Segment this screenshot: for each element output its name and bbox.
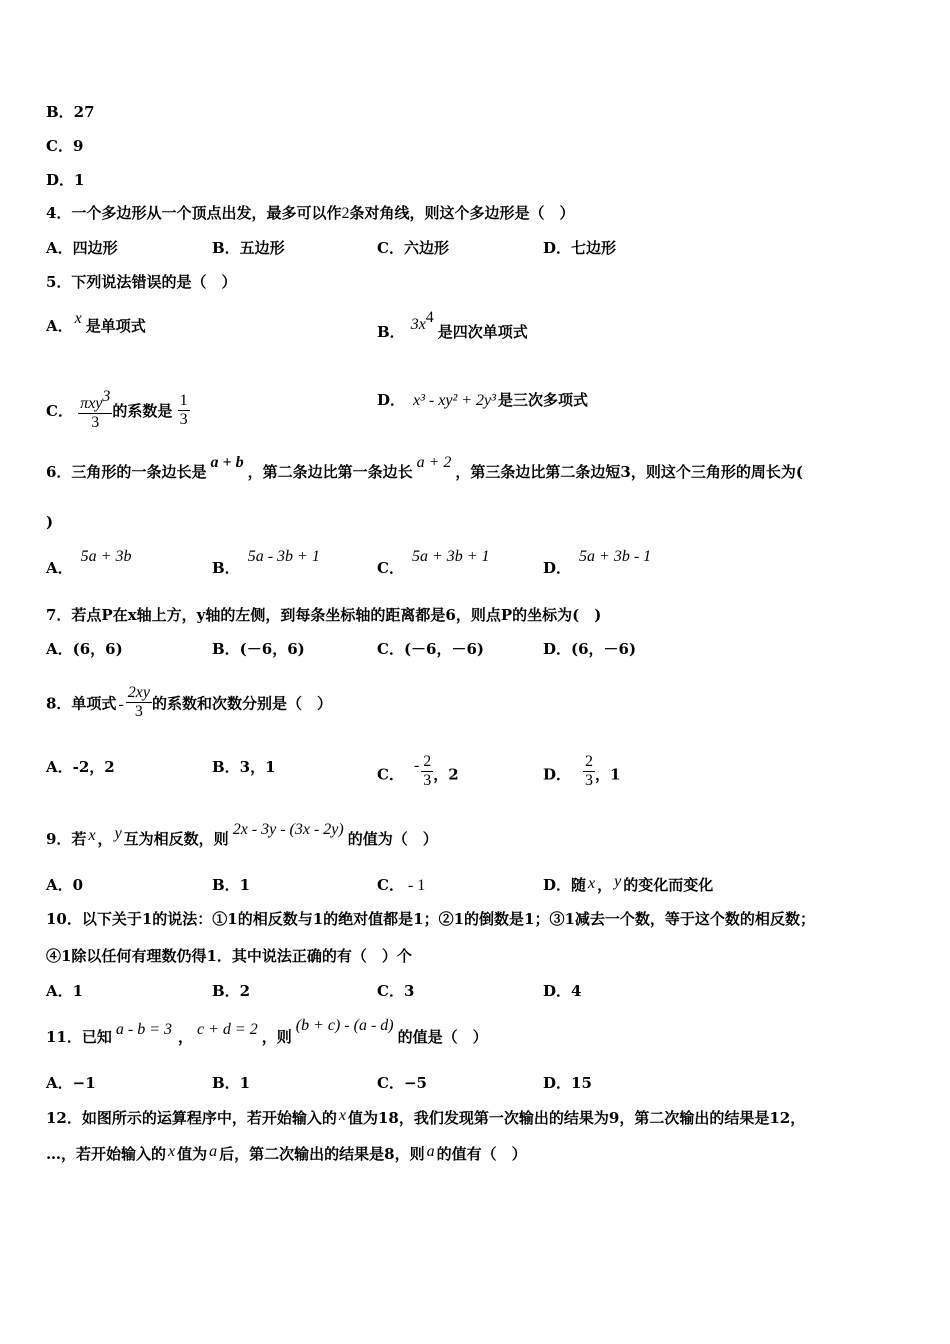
q4-option-c: C．六边形 bbox=[377, 239, 449, 257]
q8-option-a: A．-2，2 bbox=[46, 758, 115, 776]
q6-option-d: D．5a + 3b - 1 bbox=[543, 548, 652, 577]
q7-stem: 7．若点P在x轴上方，y轴的左侧，到每条坐标轴的距离都是6，则点P的坐标为( ) bbox=[46, 606, 602, 624]
q7-option-d: D．(6，－6) bbox=[543, 640, 637, 658]
q9-stem: 9．若 x ， y 互为相反数，则2x - 3y - (3x - 2y)的值为（ ） bbox=[46, 821, 438, 848]
q5-option-a: A． x 是单项式 bbox=[46, 310, 146, 335]
q10-stem-line2: ④1除以任何有理数仍得1．其中说法正确的有（ ）个 bbox=[46, 947, 412, 965]
q9-option-c: C． - 1 bbox=[377, 876, 426, 894]
q5-option-b: B． $3x^4$是四次单项式 bbox=[377, 309, 528, 341]
q5-option-c: C． $\frac{\pi xy^3}{3}$ 的系数是 $\frac{1}{3}$ bbox=[46, 388, 188, 431]
q11-option-d: D．15 bbox=[543, 1074, 592, 1092]
q7-option-c: C．(－6，－6) bbox=[377, 640, 485, 658]
q11-option-c: C．−5 bbox=[377, 1074, 427, 1092]
q11-stem: 11．已知 a - b = 3 ， c + d = 2 ，则(b + c) - (a - d)的值是（ ） bbox=[46, 1017, 488, 1046]
q3-option-b: B．27 bbox=[46, 103, 95, 121]
q4-option-b: B．五边形 bbox=[212, 239, 285, 257]
q7-option-a: A．(6，6) bbox=[46, 640, 123, 658]
q10-option-d: D．4 bbox=[543, 982, 582, 1000]
q8-option-b: B．3，1 bbox=[212, 758, 276, 776]
q7-option-b: B．(－6，6) bbox=[212, 640, 305, 658]
q4-option-d: D．七边形 bbox=[543, 239, 617, 257]
q12-stem-line1: 12．如图所示的运算程序中，若开始输入的 x 值为18，我们发现第一次输出的结果为9，第二次输出的结果是12， bbox=[46, 1107, 806, 1127]
q8-c-fraction: $\frac{2}{3}$ bbox=[423, 753, 432, 789]
q3-option-c: C．9 bbox=[46, 137, 84, 155]
q10-stem-line1: 10．以下关于1的说法：①1的相反数与1的绝对值都是1；②1的倒数是1；③1减去一个数，等于这个数的相反数； bbox=[46, 910, 815, 928]
q5-c-coefficient: $\frac{1}{3}$ bbox=[179, 391, 188, 428]
q10-option-a: A．1 bbox=[46, 982, 84, 1000]
q9-option-a: A．0 bbox=[46, 876, 84, 894]
q5-option-d: D． x³ - xy² + 2y³ 是三次多项式 bbox=[377, 391, 588, 409]
q10-option-b: B．2 bbox=[212, 982, 251, 1000]
q5-stem: 5．下列说法错误的是（ ） bbox=[46, 273, 237, 291]
q8-fraction: $\frac{2xy}{3}$ bbox=[127, 684, 150, 720]
q3-option-d: D．1 bbox=[46, 171, 85, 189]
q8-d-fraction: $\frac{2}{3}$ bbox=[585, 753, 594, 789]
q4-stem: 4．一个多边形从一个顶点出发，最多可以作2条对角线，则这个多边形是（ ） bbox=[46, 204, 575, 222]
q4-option-a: A．四边形 bbox=[46, 239, 118, 257]
q6-option-c: C．5a + 3b + 1 bbox=[377, 548, 490, 577]
q11-option-b: B．1 bbox=[212, 1074, 251, 1092]
q9-option-b: B．1 bbox=[212, 876, 251, 894]
q12-stem-line2: …，若开始输入的 x 值为 a 后，第二次输出的结果是8，则 a 的值有（ ） bbox=[46, 1143, 527, 1163]
q10-option-c: C．3 bbox=[377, 982, 415, 1000]
q6-stem-close: ) bbox=[46, 513, 54, 531]
q6-option-b: B．5a - 3b + 1 bbox=[212, 548, 320, 577]
q5-c-fraction: $\frac{\pi xy^3}{3}$ bbox=[80, 388, 111, 431]
q6-option-a: A．5a + 3b bbox=[46, 548, 132, 577]
q6-stem: 6．三角形的一条边长是a + b，第二条边比第一条边长a + 2，第三条边比第二条边短3，则这个三角形的周长为( bbox=[46, 454, 803, 481]
q8-option-d: D． $\frac{2}{3}$ ，1 bbox=[543, 753, 621, 789]
q8-stem: 8．单项式 - $\frac{2xy}{3}$ 的系数和次数分别是（ ） bbox=[46, 684, 332, 720]
q9-option-d: D．随 x ， y 的变化而变化 bbox=[543, 873, 714, 894]
q11-option-a: A．−1 bbox=[46, 1074, 96, 1092]
q8-option-c: C．- $\frac{2}{3}$ ，2 bbox=[377, 753, 459, 789]
